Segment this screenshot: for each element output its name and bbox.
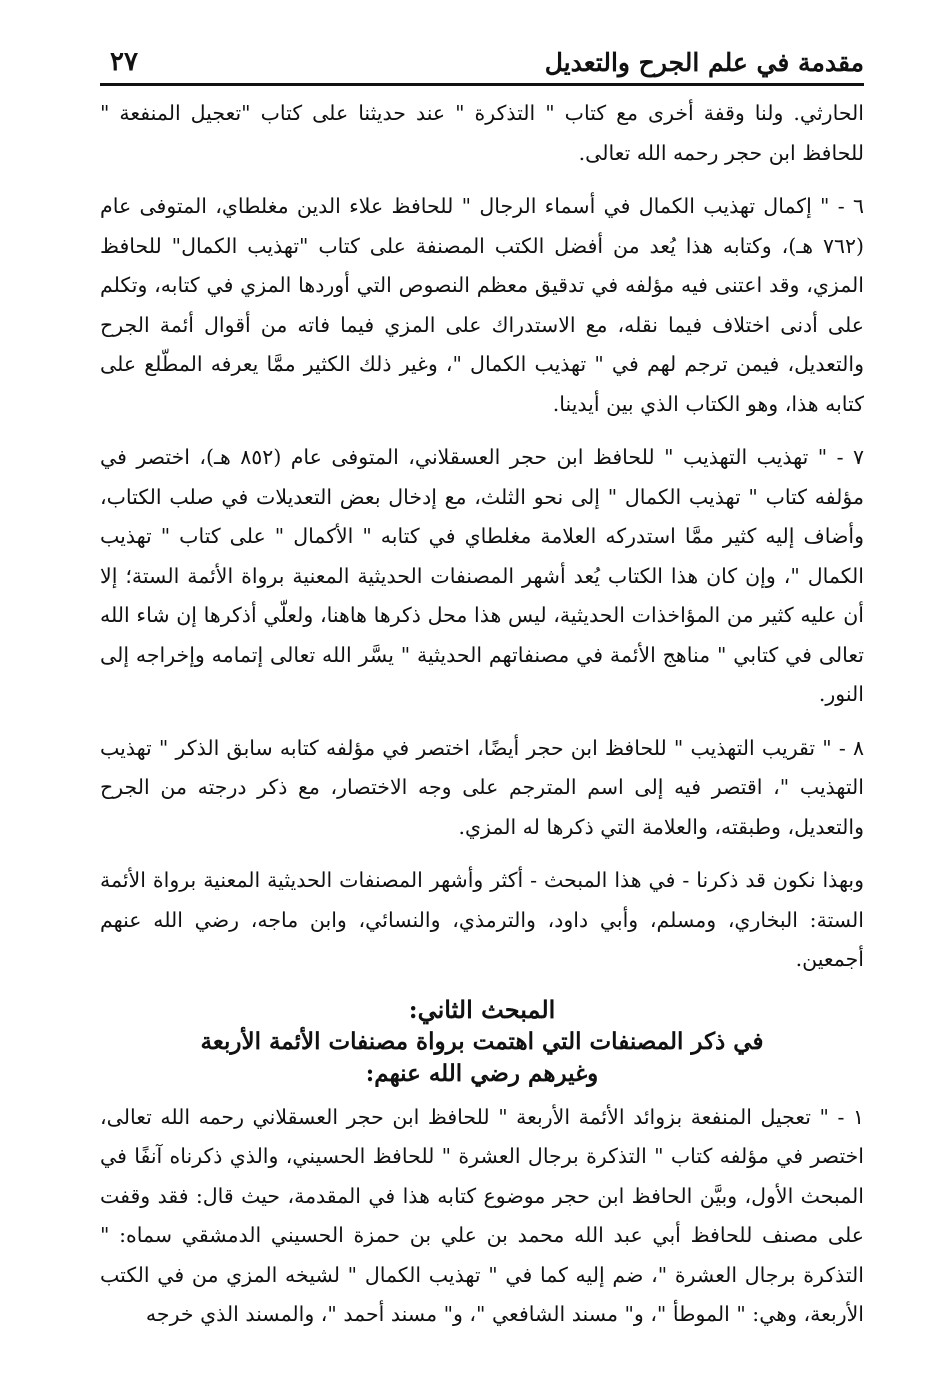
paragraph: ٨ - " تقريب التهذيب " للحافظ ابن حجر أيضًا، اختصر في مؤلفه كتابه سابق الذكر " تهذيب التهذيب "، اقتصر فيه إلى اسم المترجم على وجه الاختصار، مع ذكر درجته من الجرح والتعديل، وطبقته، والعلامة التي ذكرها له المزي. bbox=[100, 735, 864, 839]
paragraph: وبهذا نكون قد ذكرنا - في هذا المبحث - أكثر وأشهر المصنفات الحديثية المعنية برواة الأئمة الستة: البخاري، ومسلم، وأبي داود، والترمذي، والنسائي، وابن ماجه، رضي الله عنهم أجمعين. bbox=[100, 868, 864, 971]
paragraph: ٧ - " تهذيب التهذيب " للحافظ ابن حجر العسقلاني، المتوفى عام (٨٥٢ هـ)، اختصر في مؤلفه كتاب " تهذيب الكمال " إلى نحو الثلث، مع إدخال بعض التعديلات في صلب الكتاب، وأضاف إليه كثير ممَّا استدركه العلامة مغلطاي في كتابه " الأكمال " على كتاب " تهذيب الكمال "، وإن كان هذا الكتاب يُعد أشهر المصنفات الحديثية المعنية برواة الأئمة الستة؛ إلا أن عليه كثير من المؤاخذات الحديثية، ليس هذا محل ذكرها هاهنا، ولعلّي أذكرها إن شاء الله تعالى في كتابي " مناهج الأئمة في مصنفاتهم الحديثية " يسَّر الله تعالى إتمامه وإخراجه إلى النور. bbox=[100, 445, 864, 706]
section-heading-line: وغيرهم رضي الله عنهم: bbox=[365, 1059, 599, 1087]
body-text bbox=[100, 94, 864, 1335]
paragraph: ١ - " تعجيل المنفعة بزوائد الأئمة الأربعة " للحافظ ابن حجر العسقلاني رحمه الله تعالى، اختصر في مؤلفه كتاب " التذكرة برجال العشرة " للحافظ الحسيني، والذي ذكرناه آنفًا في المبحث الأول، وبيَّن الحافظ ابن حجر موضوع كتابه هذا في المقدمة، حيث قال: فقد وقفت على مصنف للحافظ أبي عبد الله محمد بن علي بن حمزة الحسيني الدمشقي سماه: " التذكرة برجال العشرة "، ضم إليه كما في " تهذيب الكمال " لشيخه المزي من في الكتب الأربعة، وهي: " الموطأ "، و" مسند الشافعي "، و" مسند أحمد "، والمسند الذي خرجه bbox=[100, 1104, 864, 1326]
page-header bbox=[100, 38, 864, 86]
paragraph: الحارثي. ولنا وقفة أخرى مع كتاب " التذكرة " عند حديثنا على كتاب "تعجيل المنفعة " للحافظ ابن حجر رحمه الله تعالى. bbox=[100, 101, 864, 165]
paragraph: ٦ - " إكمال تهذيب الكمال في أسماء الرجال " للحافظ علاء الدين مغلطاي، المتوفى عام (٧٦٢ هـ)، وكتابه هذا يُعد من أفضل الكتب المصنفة على كتاب "تهذيب الكمال" للحافظ المزي، وقد اعتنى فيه مؤلفه في تدقيق معظم النصوص التي أوردها المزي في كتابه، وتكلم على أدنى اختلاف فيما نقله، مع الاستدراك على المزي فيما فاته من أقوال أئمة الجرح والتعديل، فيمن ترجم لهم في " تهذيب الكمال "، وغير ذلك الكثير ممَّا يعرفه المطّلع على كتابه هذا، وهو الكتاب الذي بين أيدينا. bbox=[100, 194, 864, 416]
section-heading-label: المبحث الثاني: bbox=[408, 994, 556, 1024]
page-number: ٢٧ bbox=[110, 47, 138, 77]
section-heading-line: في ذكر المصنفات التي اهتمت برواة مصنفات الأئمة الأربعة bbox=[200, 1027, 764, 1055]
running-title: مقدمة في علم الجرح والتعديل bbox=[544, 48, 864, 77]
section-heading bbox=[100, 994, 864, 1090]
